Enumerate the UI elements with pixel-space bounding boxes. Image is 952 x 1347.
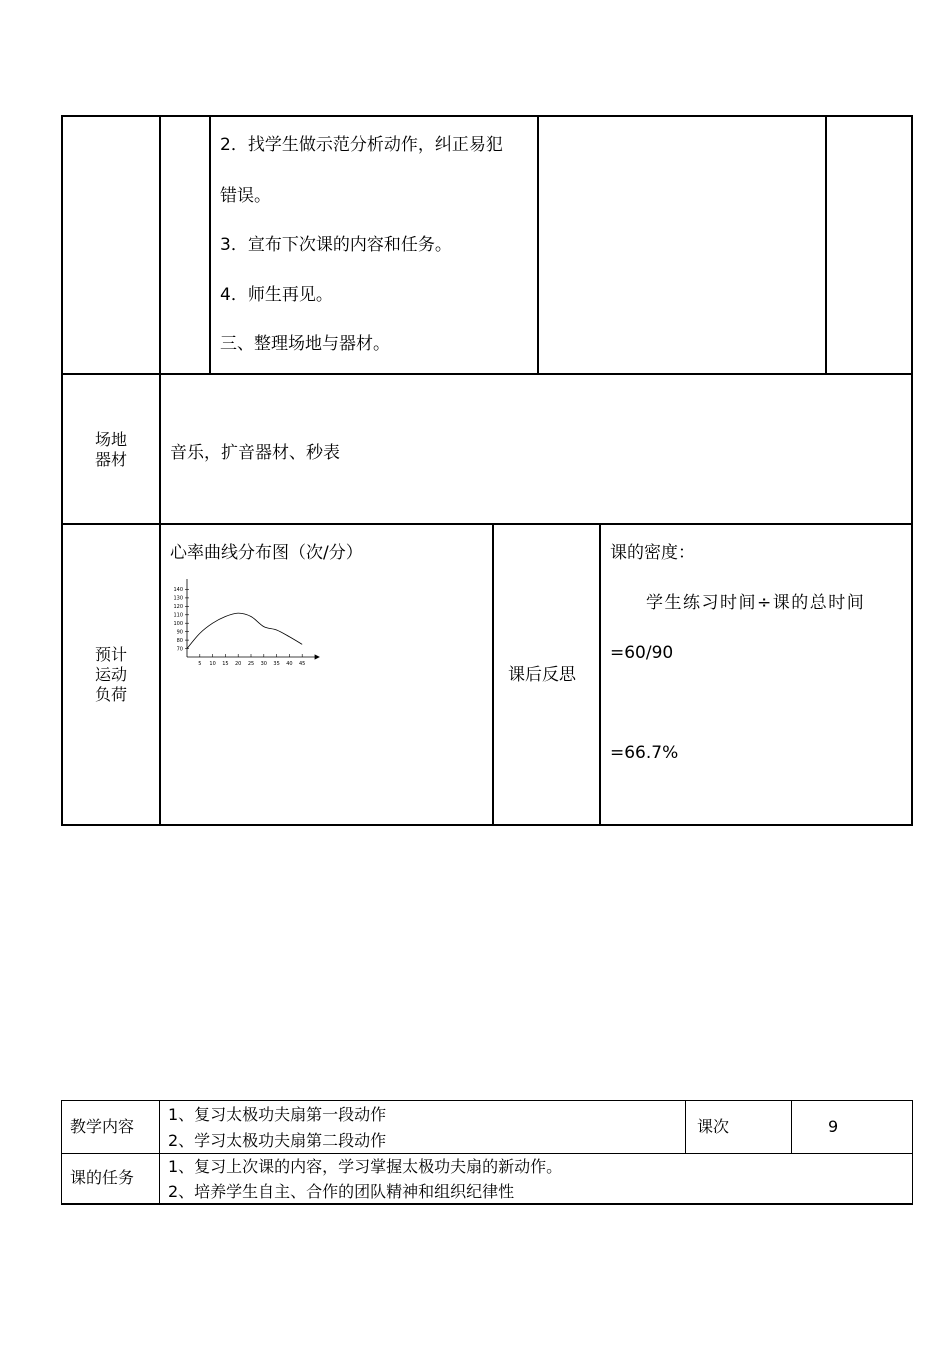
chart-y-tick-label: 100 bbox=[173, 621, 183, 628]
table-border bbox=[61, 523, 913, 525]
chart-y-tick-label: 90 bbox=[176, 629, 183, 636]
density-percent: =66.7% bbox=[610, 743, 679, 763]
chart-x-arrow bbox=[315, 655, 319, 659]
chart-series-line bbox=[187, 613, 302, 648]
step-line: 2．找学生做示范分析动作，纠正易犯 bbox=[220, 135, 503, 155]
chart-y-tick-label: 120 bbox=[173, 604, 183, 611]
table-border bbox=[209, 115, 211, 375]
chart-x-tick-label: 40 bbox=[286, 661, 293, 667]
table-border bbox=[61, 1100, 913, 1101]
table-border bbox=[825, 115, 827, 375]
table-border bbox=[61, 115, 913, 117]
density-formula: 学生练习时间÷课的总时间 bbox=[646, 593, 866, 613]
step-line: 4．师生再见。 bbox=[220, 285, 333, 305]
task-label: 课的任务 bbox=[70, 1168, 135, 1187]
table-border bbox=[791, 1100, 792, 1153]
session-label: 课次 bbox=[697, 1117, 730, 1136]
step-line: 三、整理场地与器材。 bbox=[220, 334, 390, 354]
session-value: 9 bbox=[828, 1117, 839, 1136]
step-line: 3．宣布下次课的内容和任务。 bbox=[220, 235, 452, 255]
chart-y-tick-label: 70 bbox=[176, 646, 183, 653]
table-border bbox=[911, 115, 913, 826]
load-label: 预计 运动 负荷 bbox=[94, 645, 127, 704]
content-label: 教学内容 bbox=[70, 1117, 135, 1136]
table-border bbox=[159, 115, 161, 826]
table-border bbox=[599, 523, 601, 826]
chart-x-tick-label: 10 bbox=[209, 661, 216, 667]
table-border bbox=[61, 115, 63, 826]
chart-title: 心率曲线分布图（次/分） bbox=[170, 543, 363, 563]
table-border bbox=[61, 1153, 913, 1154]
chart-x-tick-label: 35 bbox=[273, 661, 280, 667]
chart-y-tick-label: 80 bbox=[176, 637, 183, 644]
chart-x-tick-label: 45 bbox=[299, 661, 306, 667]
table-border bbox=[685, 1100, 686, 1153]
table-border bbox=[159, 1100, 160, 1205]
chart-y-tick-label: 140 bbox=[173, 587, 183, 594]
venue-value: 音乐，扩音器材、秒表 bbox=[170, 443, 340, 463]
chart-y-tick-label: 110 bbox=[173, 612, 183, 619]
venue-label: 场地 器材 bbox=[94, 430, 127, 469]
chart-x-tick-label: 20 bbox=[235, 661, 242, 667]
content-line: 1、复习太极功夫扇第一段动作 bbox=[168, 1105, 387, 1124]
density-title: 课的密度： bbox=[610, 543, 695, 563]
heart-rate-chart bbox=[165, 575, 325, 675]
reflection-label: 课后反思 bbox=[508, 665, 576, 685]
chart-x-tick-label: 5 bbox=[198, 661, 202, 667]
chart-y-tick-label: 130 bbox=[173, 595, 183, 602]
table-border bbox=[912, 1100, 913, 1205]
task-line: 2、培养学生自主、合作的团队精神和组织纪律性 bbox=[168, 1182, 515, 1201]
chart-x-tick-label: 25 bbox=[247, 661, 255, 667]
table-border bbox=[61, 824, 913, 826]
table-border bbox=[61, 1100, 62, 1205]
chart-x-tick-label: 30 bbox=[260, 661, 267, 667]
table-border bbox=[492, 523, 494, 826]
task-line: 1、复习上次课的内容，学习掌握太极功夫扇的新动作。 bbox=[168, 1157, 563, 1176]
step-line: 错误。 bbox=[220, 186, 271, 206]
content-line: 2、学习太极功夫扇第二段动作 bbox=[168, 1131, 387, 1150]
table-border bbox=[61, 1203, 913, 1205]
table-border bbox=[537, 115, 539, 375]
table-border bbox=[61, 373, 913, 375]
density-ratio: =60/90 bbox=[610, 643, 674, 663]
chart-x-tick-label: 15 bbox=[222, 661, 229, 667]
